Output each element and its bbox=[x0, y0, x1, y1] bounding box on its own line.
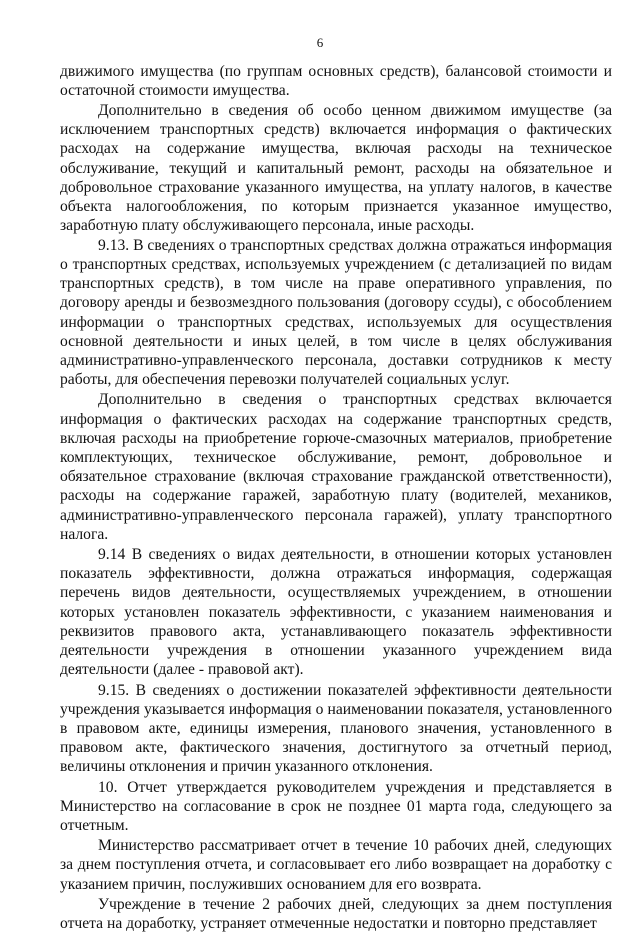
paragraph-institution-resubmission: Учреждение в течение 2 рабочих дней, следующих за днем поступления отчета на доработку, устраняет отмеченные недостатки и повторно представляет bbox=[60, 895, 612, 932]
paragraph-9-13-vehicles: 9.13. В сведениях о транспортных средствах должна отражаться информация о транспортных средствах, используемых учреждением (с детализацией по видам транспортных средств), в том числе на праве оперативного управления, по договору аренды и безвозмездного пользования (договору ссуды), с обособлением информации о транспортных средствах, используемых для осуществления основной деятельности и иных целей, в том числе в целях обслуживания административно-управленческого персонала, доставки сотрудников к месту работы, для обеспечения перевозки получателей социальных услуг. bbox=[60, 236, 612, 389]
paragraph-valuable-property-expenses: Дополнительно в сведения об особо ценном движимом имуществе (за исключением транспортных средств) включается информация о фактических расходах на содержание имущества, включая расходы на техническое обслуживание, текущий и капитальный ремонт, расходы на обязательное и добровольное страхование указанного имущества, на уплату налогов, в качестве объекта налогообложения, по которым признается указанное имущество, заработную плату обслуживающего персонала, иные расходы. bbox=[60, 101, 612, 235]
document-body bbox=[60, 62, 612, 933]
paragraph-property-values: движимого имущества (по группам основных средств), балансовой стоимости и остаточной стоимости имущества. bbox=[60, 63, 612, 100]
page-number: 6 bbox=[316, 35, 324, 50]
paragraph-9-14-activity-types: 9.14 В сведениях о видах деятельности, в отношении которых установлен показатель эффективности, должна отражаться информация, содержащая перечень видов деятельности, осуществляемых учреждением, в отношении которых установлен показатель эффективности, с указанием наименования и реквизитов правового акта, устанавливающего показатель эффективности деятельности учреждения в отношении указанного учреждением вида деятельности (далее - правовой акт). bbox=[60, 546, 612, 679]
paragraph-vehicle-expenses: Дополнительно в сведения о транспортных средствах включается информация о фактических расходах на содержание транспортных средств, включая расходы на приобретение горюче-смазочных материалов, приобретение комплектующих, техническое обслуживание, ремонт, добровольное и обязательное страхование (включая страхование гражданской ответственности), расходы на содержание гаражей, заработную плату (водителей, механиков, административно-управленческого персонала гаражей), уплату транспортного налога. bbox=[60, 391, 612, 543]
paragraph-10-report-approval: 10. Отчет утверждается руководителем учреждения и представляется в Министерство на согласование в срок не позднее 01 марта года, следующего за отчетным. bbox=[60, 778, 612, 834]
paragraph-ministry-review: Министерство рассматривает отчет в течение 10 рабочих дней, следующих за днем поступления отчета, и согласовывает его либо возвращает на доработку с указанием причин, послуживших основанием для его возврата. bbox=[60, 837, 612, 893]
paragraph-9-15-performance: 9.15. В сведениях о достижении показателей эффективности деятельности учреждения указывается информация о наименовании показателя, установленного в правовом акте, единицы измерения, планового значения, установленного в правовом акте, фактического значения, достигнутого за отчетный период, величины отклонения и причин указанного отклонения. bbox=[60, 681, 612, 776]
